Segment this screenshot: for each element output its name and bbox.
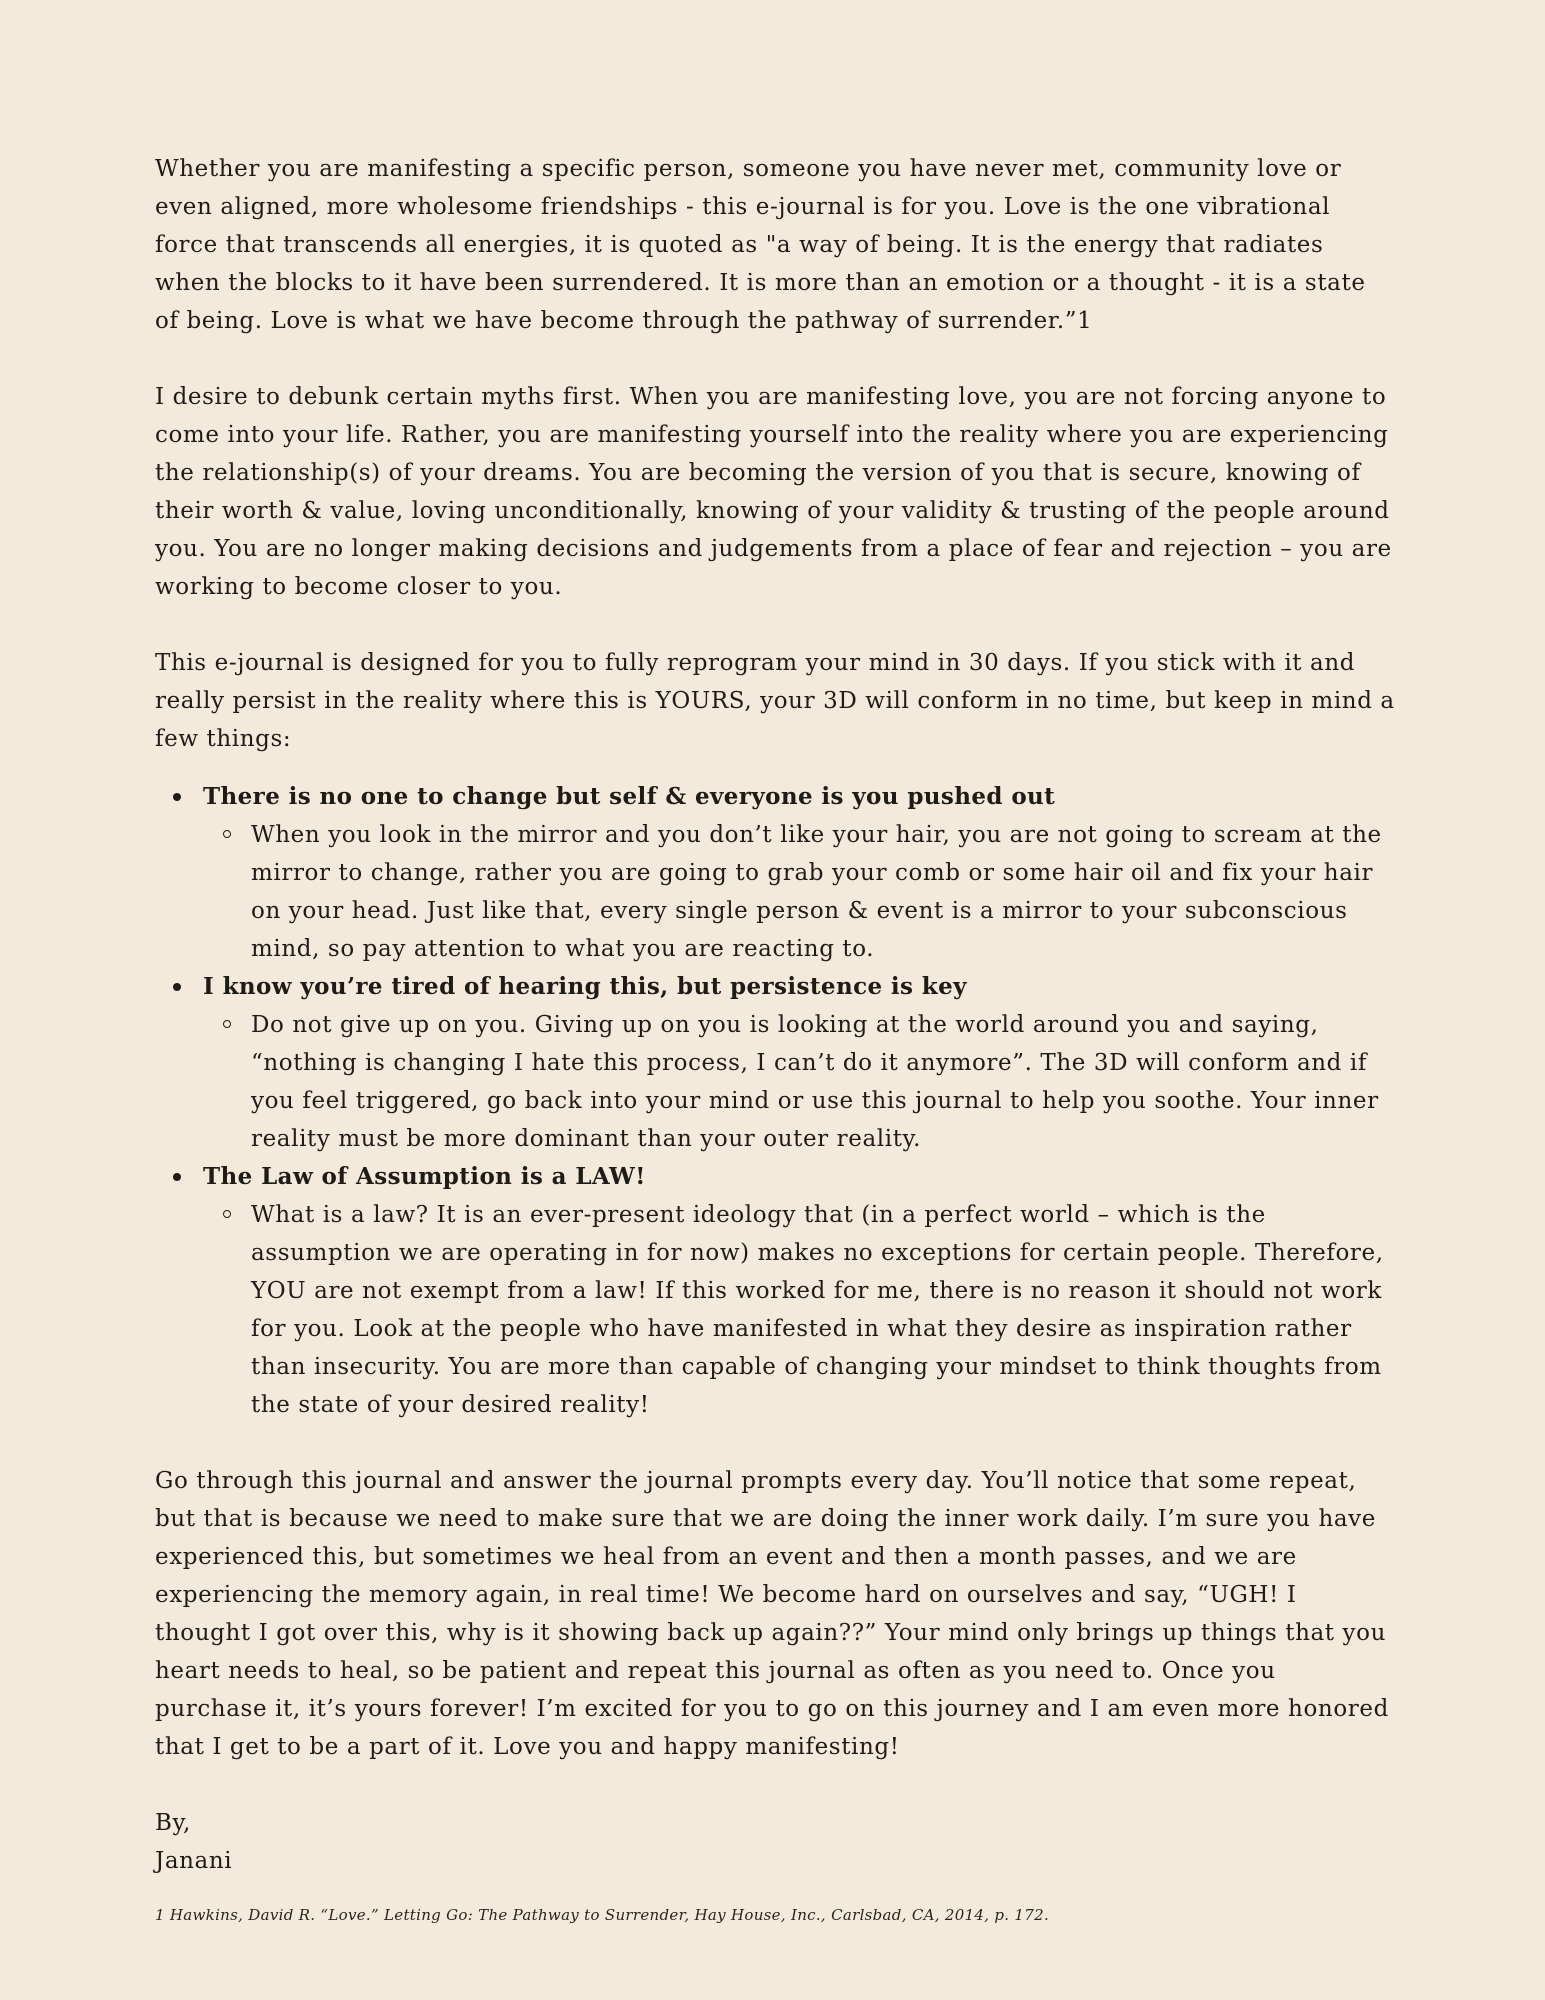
bullet-detail: Do not give up on you. Giving up on you is looking at the world around you and saying, “nothing is changing I hate this process, I can’t do it anymore”. The 3D will conform and if you feel triggered, go back into your mind or use this journal to help you soothe. Your inner reality must be more dominant than your outer reality. — [251, 1012, 1379, 1152]
signature-by: By, — [155, 1810, 191, 1836]
footnote: 1 Hawkins, David R. “Love.” Letting Go: The Pathway to Surrender, Hay House, Inc., Carlsbad, CA, 2014, p. 172. — [155, 1906, 1050, 1924]
sub-list-item — [251, 1006, 1395, 1158]
bullet-heading: I know you’re tired of hearing this, but persistence is key — [203, 973, 967, 1000]
key-points-list — [155, 778, 1395, 1424]
bullet-detail: What is a law? It is an ever-present ideology that (in a perfect world – which is the assumption we are operating in for now) makes no exceptions for certain people. Therefore, YOU are not exempt from a law! If this worked for me, there is no reason it should not work for you. Look at the people who have manifested in what they desire as inspiration rather than insecurity. You are more than capable of changing your mindset to think thoughts from the state of your desired reality! — [251, 1202, 1384, 1418]
intro-paragraph: Whether you are manifesting a specific person, someone you have never met, community love or even aligned, more wholesome friendships - this e-journal is for you. Love is the one vibrational force that transcends all energies, it is quoted as "a way of being. It is the energy that radiates when the blocks to it have been surrendered. It is more than an emotion or a thought - it is a state of being. Love is what we have become through the pathway of surrender.”1 — [155, 156, 1366, 334]
hollow-bullet-icon — [223, 1020, 231, 1028]
bullet-detail: When you look in the mirror and you don’t like your hair, you are not going to scream at the mirror to change, rather you are going to grab your comb or some hair oil and fix your hair on your head. Just like that, every single person & event is a mirror to your subconscious mind, so pay attention to what you are reacting to. — [251, 822, 1382, 962]
list-item — [203, 778, 1395, 968]
hollow-bullet-icon — [223, 830, 231, 838]
sub-list — [203, 816, 1395, 968]
sub-list — [203, 1006, 1395, 1158]
list-item — [203, 1158, 1395, 1424]
sub-list-item — [251, 1196, 1395, 1424]
list-item — [203, 968, 1395, 1158]
sub-list-item — [251, 816, 1395, 968]
bullet-icon — [173, 1173, 181, 1181]
bullet-icon — [173, 793, 181, 801]
closing-paragraph: Go through this journal and answer the journal prompts every day. You’ll notice that some repeat, but that is because we need to make sure that we are doing the inner work daily. I’m sure you have experienced this, but sometimes we heal from an event and then a month passes, and we are experiencing the memory again, in real time! We become hard on ourselves and say, “UGH! I thought I got over this, why is it showing back up again??” Your mind only brings up things that you heart needs to heal, so be patient and repeat this journal as often as you need to. Once you purchase it, it’s yours forever! I’m excited for you to go on this journey and I am even more honored that I get to be a part of it. Love you and happy manifesting! — [155, 1468, 1389, 1760]
bullet-heading: There is no one to change but self & everyone is you pushed out — [203, 783, 1056, 810]
signature-name: Janani — [155, 1848, 233, 1874]
sub-list — [203, 1196, 1395, 1424]
design-paragraph: This e-journal is designed for you to fully reprogram your mind in 30 days. If you stick with it and really persist in the reality where this is YOURS, your 3D will conform in no time, but keep in mind a few things: — [155, 650, 1395, 752]
bullet-icon — [173, 983, 181, 991]
hollow-bullet-icon — [223, 1210, 231, 1218]
myths-paragraph: I desire to debunk certain myths first. When you are manifesting love, you are not forcing anyone to come into your life. Rather, you are manifesting yourself into the reality where you are experiencing the relationship(s) of your dreams. You are becoming the version of you that is secure, knowing of their worth & value, loving unconditionally, knowing of your validity & trusting of the people around you. You are no longer making decisions and judgements from a place of fear and rejection – you are working to become closer to you. — [155, 384, 1392, 600]
bullet-heading: The Law of Assumption is a LAW! — [203, 1163, 646, 1190]
